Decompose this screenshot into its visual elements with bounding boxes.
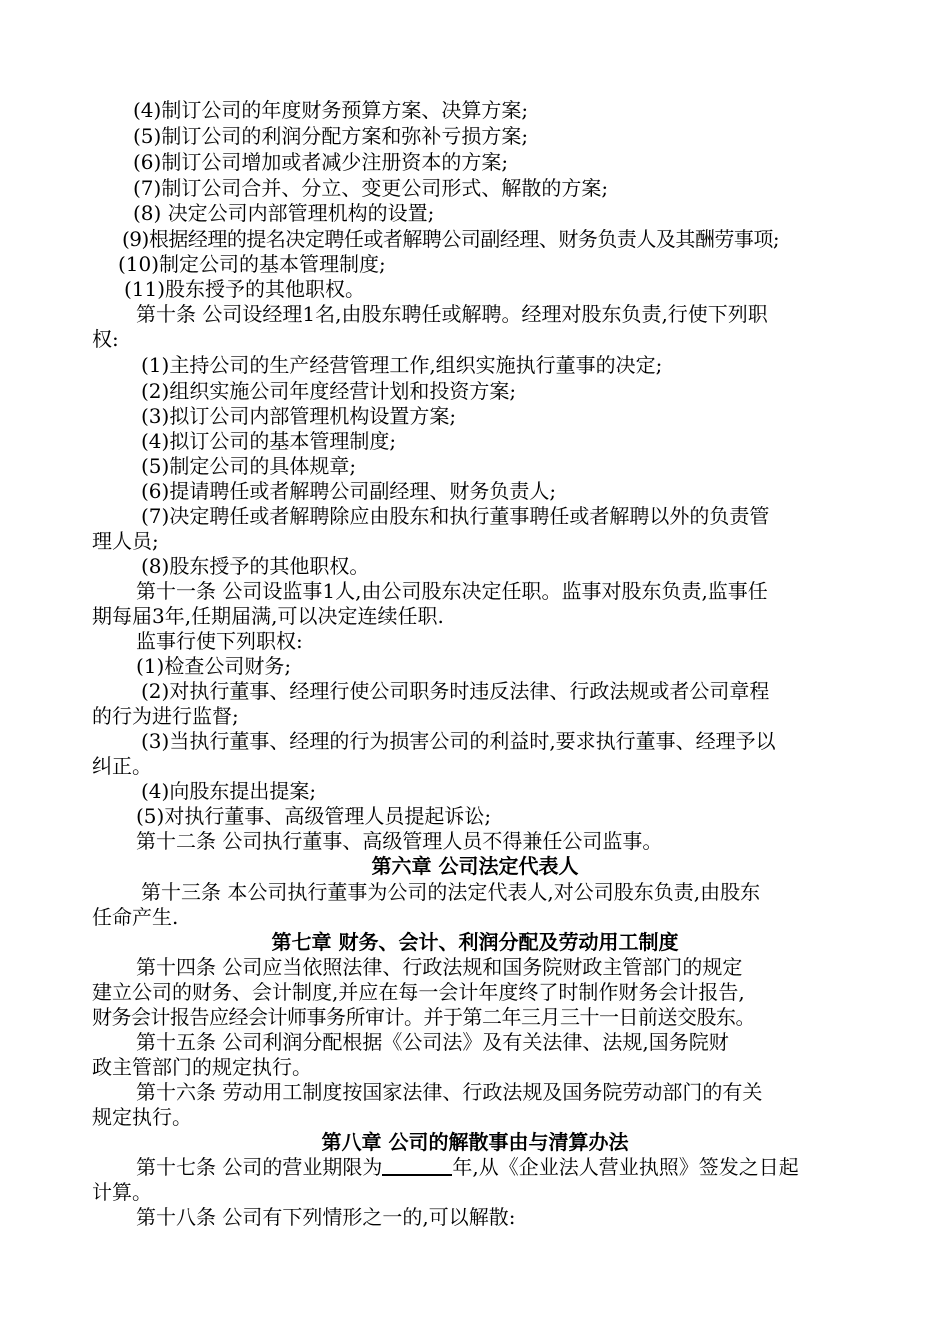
clause-item: (10)制定公司的基本管理制度;	[118, 252, 386, 276]
article-10: 第十条 公司设经理1名,由股东聘任或解聘。经理对股东负责,行使下列职	[136, 302, 768, 326]
article-13: 第十三条 本公司执行董事为公司的法定代表人,对公司股东负责,由股东	[141, 880, 761, 904]
clause-item: (9)根据经理的提名决定聘任或者解聘公司副经理、财务负责人及其酬劳事项;	[122, 227, 780, 251]
article-18: 第十八条 公司有下列情形之一的,可以解散:	[136, 1205, 516, 1229]
article-10-cont: 权:	[92, 327, 119, 351]
clause-item: (7)决定聘任或者解聘除应由股东和执行董事聘任或者解聘以外的负责管	[141, 504, 770, 528]
term-blank-line	[382, 1156, 452, 1176]
clause-item: (5)对执行董事、高级管理人员提起诉讼;	[136, 804, 492, 828]
chapter-6-heading: 第六章 公司法定代表人	[371, 854, 579, 878]
article-13-cont: 任命产生.	[92, 905, 179, 929]
article-16-cont: 规定执行。	[92, 1105, 192, 1129]
clause-item-cont: 纠正。	[92, 754, 152, 778]
clause-item-cont: 理人员;	[92, 529, 159, 553]
clause-item: (2)组织实施公司年度经营计划和投资方案;	[141, 379, 517, 403]
clause-item: (6)制订公司增加或者减少注册资本的方案;	[133, 150, 509, 174]
article-17-text: 年,从《企业法人营业执照》签发之日起	[452, 1155, 799, 1179]
article-12: 第十二条 公司执行董事、高级管理人员不得兼任公司监事。	[136, 829, 663, 853]
article-17	[136, 1155, 916, 1180]
clause-item: (1)检查公司财务;	[136, 654, 292, 678]
article-16: 第十六条 劳动用工制度按国家法律、行政法规及国务院劳动部门的有关	[136, 1080, 763, 1104]
clause-item: (4)拟订公司的基本管理制度;	[141, 429, 397, 453]
article-17-text: 第十七条 公司的营业期限为	[136, 1155, 383, 1179]
clause-item: (3)拟订公司内部管理机构设置方案;	[141, 404, 457, 428]
article-11: 第十一条 公司设监事1人,由公司股东决定任职。监事对股东负责,监事任	[136, 579, 768, 603]
clause-item: (4)向股东提出提案;	[141, 779, 317, 803]
clause-item: (4)制订公司的年度财务预算方案、决算方案;	[133, 98, 529, 122]
clause-item: (6)提请聘任或者解聘公司副经理、财务负责人;	[141, 479, 557, 503]
clause-item: (2)对执行董事、经理行使公司职务时违反法律、行政法规或者公司章程	[141, 679, 770, 703]
clause-item: (1)主持公司的生产经营管理工作,组织实施执行董事的决定;	[141, 353, 663, 377]
article-14-cont: 建立公司的财务、会计制度,并应在每一会计年度终了时制作财务会计报告,	[92, 980, 745, 1004]
article-17-cont: 计算。	[92, 1180, 152, 1204]
supervisor-intro: 监事行使下列职权:	[136, 629, 303, 653]
article-11-cont: 期每届3年,任期届满,可以决定连续任职.	[92, 604, 444, 628]
clause-item-cont: 的行为进行监督;	[92, 704, 239, 728]
clause-item: (11)股东授予的其他职权。	[124, 277, 366, 301]
clause-item: (5)制定公司的具体规章;	[141, 454, 357, 478]
clause-item: (7)制订公司合并、分立、变更公司形式、解散的方案;	[133, 176, 609, 200]
article-15-cont: 政主管部门的规定执行。	[92, 1055, 312, 1079]
clause-item: (8) 决定公司内部管理机构的设置;	[133, 201, 435, 225]
chapter-7-heading: 第七章 财务、会计、利润分配及劳动用工制度	[271, 930, 679, 954]
article-15: 第十五条 公司利润分配根据《公司法》及有关法律、法规,国务院财	[136, 1030, 729, 1054]
clause-item: (3)当执行董事、经理的行为损害公司的利益时,要求执行董事、经理予以	[141, 729, 776, 753]
article-14-cont: 财务会计报告应经会计师事务所审计。并于第二年三月三十一日前送交股东。	[92, 1005, 755, 1029]
clause-item: (8)股东授予的其他职权。	[141, 554, 370, 578]
article-14: 第十四条 公司应当依照法律、行政法规和国务院财政主管部门的规定	[136, 955, 743, 979]
chapter-8-heading: 第八章 公司的解散事由与清算办法	[321, 1130, 629, 1154]
clause-item: (5)制订公司的利润分配方案和弥补亏损方案;	[133, 124, 529, 148]
